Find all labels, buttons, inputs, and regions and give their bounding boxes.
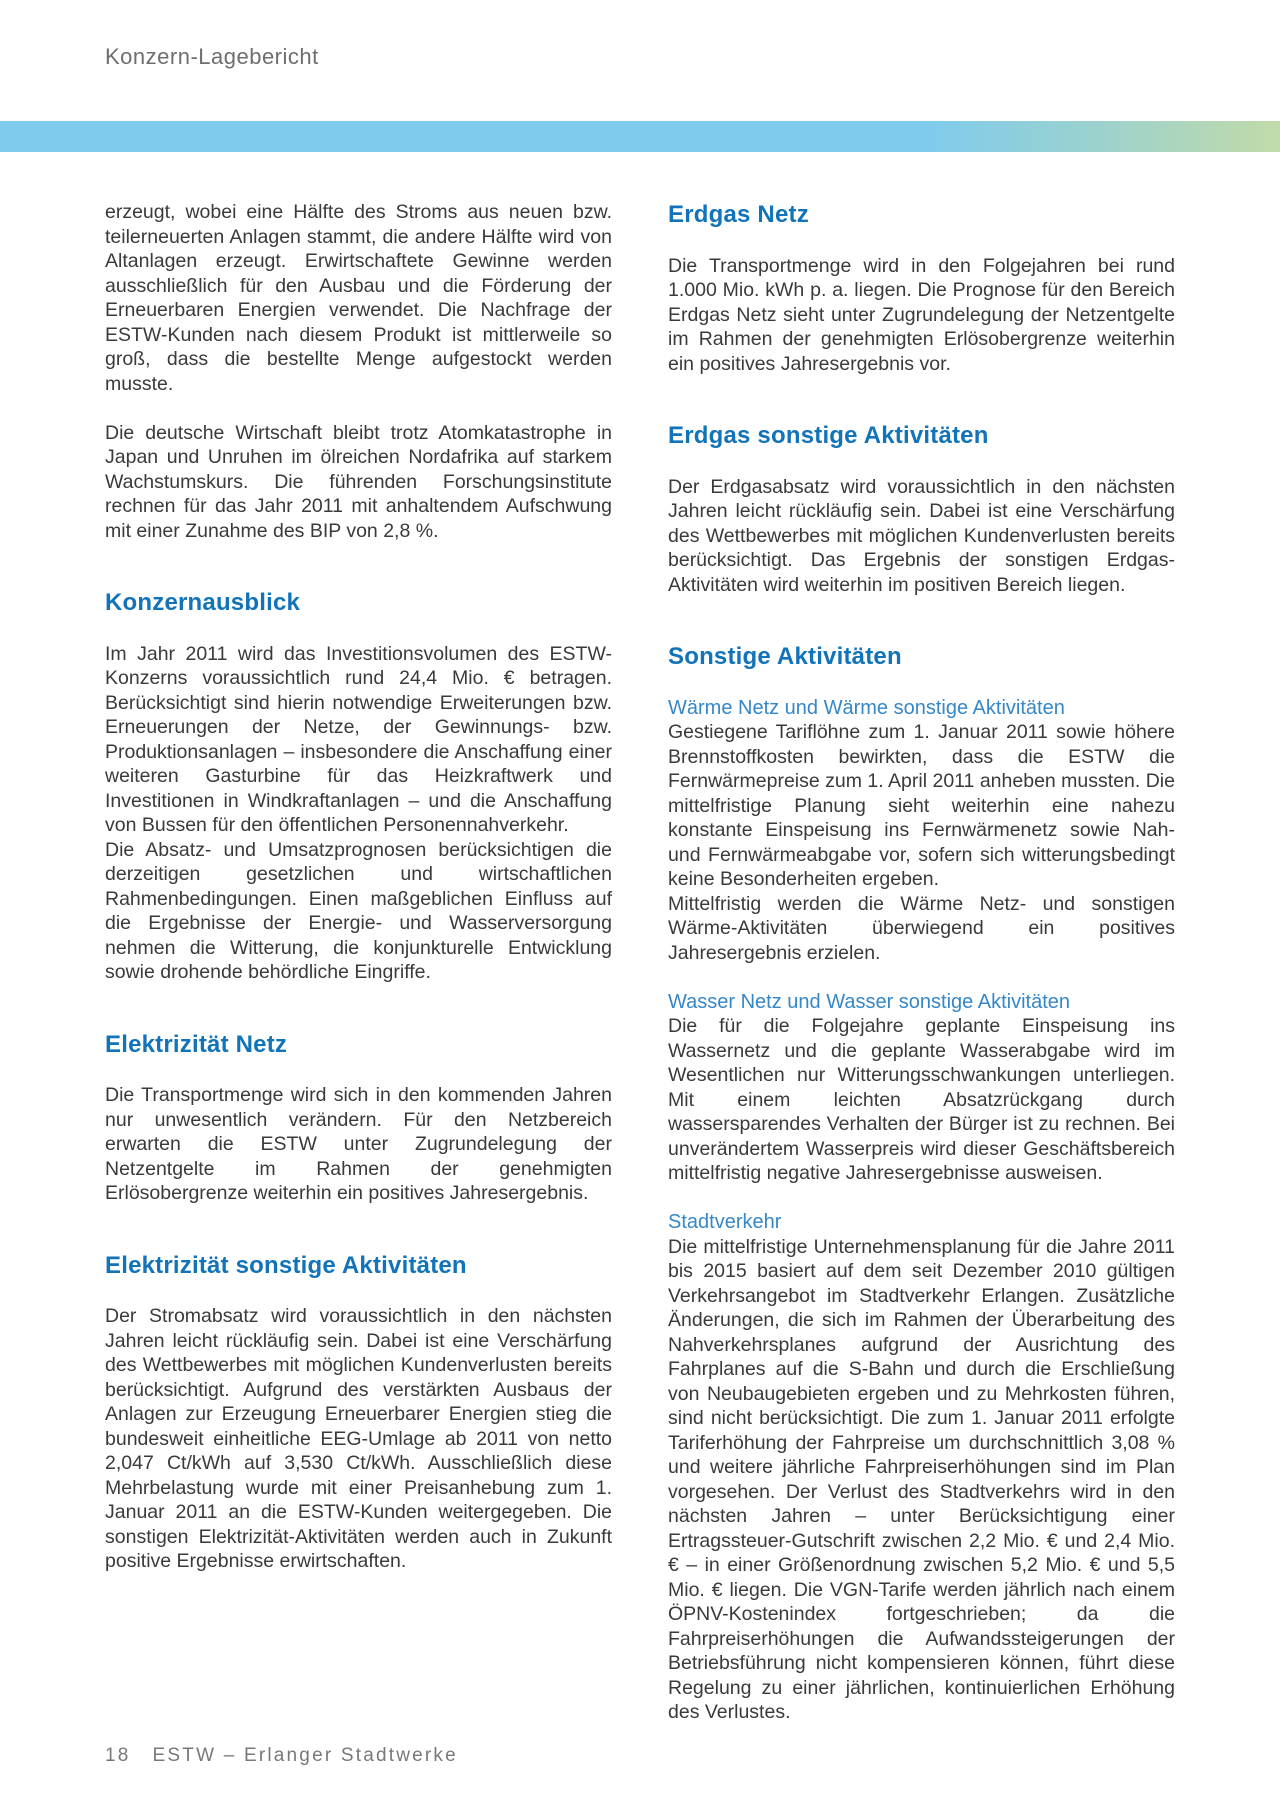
paragraph: erzeugt, wobei eine Hälfte des Stroms aus neuen bzw. teilerneuerten Anlagen stammt, die andere Hälfte wird von Altanlagen erzeugt. Erwirtschaftete Gewinne werden ausschließlich für den Ausbau und die Förderung der Erneuerbaren Energien verwendet. Die Nachfrage der ESTW-Kunden nach diesem Produkt ist mittlerweile so groß, dass die bestellte Menge aufgestockt werden musste.: [105, 201, 612, 395]
paragraph: Die deutsche Wirtschaft bleibt trotz Atomkatastrophe in Japan und Unruhen im ölreichen Nordafrika auf starkem Wachstumskurs. Die führenden Forschungsinstitute rechnen für das Jahr 2011 mit anhaltendem Aufschwung mit einer Zunahme des BIP von 2,8 %.: [105, 421, 612, 542]
section-heading: Erdgas Netz: [668, 201, 809, 228]
section-heading: Konzernausblick: [105, 589, 301, 616]
paragraph: Mittelfristig werden die Wärme Netz- und sonstigen Wärme-Aktivitäten überwiegend ein positives Jahresergebnis erzielen.: [668, 892, 1175, 964]
subsection-heading: Stadtverkehr: [668, 1211, 782, 1233]
paragraph: Der Erdgasabsatz wird voraussichtlich in den nächsten Jahren leicht rückläufig sein. Dabei ist eine Verschärfung des Wettbewerbes mit möglichen Kundenverlusten bereits berücksichtigt. Das Ergebnis der sonstigen Erdgas-Aktivitäten wird weiterhin im positiven Bereich liegen.: [668, 475, 1175, 596]
right-text-column: [668, 200, 1175, 1725]
subsection-heading: Wasser Netz und Wasser sonstige Aktivitäten: [668, 990, 1071, 1013]
section-heading: Erdgas sonstige Aktivitäten: [668, 422, 989, 449]
paragraph: Die Transportmenge wird in den Folgejahren bei rund 1.000 Mio. kWh p. a. liegen. Die Prognose für den Bereich Erdgas Netz sieht unter Zugrundelegung der Netzentgelte im Rahmen der genehmigten Erlösobergrenze weiterhin ein positives Jahresergebnis vor.: [668, 254, 1175, 375]
left-text-column: [105, 200, 612, 1574]
subsection-heading: Wärme Netz und Wärme sonstige Aktivitäten: [668, 696, 1065, 719]
section-heading: Elektrizität Netz: [105, 1030, 288, 1058]
page-footer: [105, 1745, 458, 1767]
paragraph: Der Stromabsatz wird voraussichtlich in den nächsten Jahren leicht rückläufig sein. Dabei ist eine Verschärfung des Wettbewerbes mit möglichen Kundenverlusten bereits berücksichtigt. Aufgrund des verstärkten Ausbaus der Anlagen zur Erzeugung Erneuerbarer Energien stieg die bundesweit einheitliche EEG-Umlage ab 2011 von netto 2,047 Ct/kWh auf 3,530 Ct/kWh. Ausschließlich diese Mehrbelastung wurde mit einer Preisanhebung zum 1. Januar 2011 an die ESTW-Kunden weitergegeben. Die sonstigen Elektrizität-Aktivitäten werden auch in Zukunft positive Ergebnisse erwirtschaften.: [105, 1305, 612, 1572]
paragraph: Die für die Folgejahre geplante Einspeisung ins Wassernetz und die geplante Wasserabgabe wird im Wesentlichen nur Witterungsschwankungen unterliegen. Mit einem leichten Absatzrückgang durch wassersparendes Verhalten der Bürger ist zu rechnen. Bei unverändertem Wasserpreis wird dieser Geschäftsbereich mittelfristig negative Jahresergebnisse ausweisen.: [668, 1015, 1175, 1184]
accent-gradient-bar: [0, 121, 1280, 152]
section-heading: Elektrizität sonstige Aktivitäten: [105, 1251, 467, 1279]
page-number: 18: [105, 1745, 131, 1766]
paragraph: Die Absatz- und Umsatzprognosen berücksichtigen die derzeitigen gesetzlichen und wirtschaftlichen Rahmenbedingungen. Einen maßgeblichen Einfluss auf die Ergebnisse der Energie- und Wasserversorgung nehmen die Witterung, die konjunkturelle Entwicklung sowie drohende behördliche Eingriffe.: [105, 838, 612, 983]
section-heading: Sonstige Aktivitäten: [668, 643, 902, 670]
paragraph: Gestiegene Tariflöhne zum 1. Januar 2011 sowie höhere Brennstoffkosten bewirkten, dass die ESTW die Fernwärmepreise zum 1. April 2011 anheben mussten. Die mittelfristige Planung sieht weiterhin eine nahezu konstante Einspeisung ins Fernwärmenetz sowie Nah- und Fernwärmeabgabe vor, sofern sich witterungsbedingt keine Besonderheiten ergeben.: [668, 721, 1175, 890]
paragraph: Im Jahr 2011 wird das Investitionsvolumen des ESTW-Konzerns voraussichtlich rund 24,4 Mio. € betragen. Berücksichtigt sind hierin notwendige Erweiterungen bzw. Erneuerungen der Netze, der Gewinnungs- bzw. Produktionsanlagen – insbesondere die Anschaffung einer weiteren Gasturbine für das Heizkraftwerk und Investitionen in Windkraftanlagen – und die Anschaffung von Bussen für den öffentlichen Personennahverkehr.: [105, 642, 612, 836]
footer-company-name: ESTW – Erlanger Stadtwerke: [152, 1745, 458, 1766]
running-header: Konzern-Lagebericht: [105, 44, 319, 69]
paragraph: Die Transportmenge wird sich in den kommenden Jahren nur unwesentlich verändern. Für den Netzbereich erwarten die ESTW unter Zugrundelegung der Netzentgelte im Rahmen der genehmigten Erlösobergrenze weiterhin ein positives Jahresergebnis.: [105, 1084, 612, 1204]
paragraph: Die mittelfristige Unternehmensplanung für die Jahre 2011 bis 2015 basiert auf dem seit Dezember 2010 gültigen Verkehrsangebot im Stadtverkehr Erlangen. Zusätzliche Änderungen, die sich im Rahmen der Überarbeitung des Nahverkehrsplanes aufgrund der Ausrichtung des Fahrplanes auf die S-Bahn und durch die Erschließung von Neubaugebieten ergeben und zu Mehrkosten führen, sind nicht berücksichtigt. Die zum 1. Januar 2011 erfolgte Tariferhöhung der Fahrpreise um durchschnittlich 3,08 % und weitere jährliche Fahrpreiserhöhungen sind im Plan vorgesehen. Der Verlust des Stadtverkehrs wird in den nächsten Jahren – unter Berücksichtigung einer Ertragssteuer-Gutschrift zwischen 2,2 Mio. € und 2,4 Mio. € – in einer Größenordnung zwischen 5,2 Mio. € und 5,5 Mio. € liegen. Die VGN-Tarife werden jährlich nach einem ÖPNV-Kostenindex fortgeschrieben; da die Fahrpreiserhöhungen die Aufwandssteigerungen der Betriebsführung nicht kompensieren können, führt diese Regelung zu einer jährlichen, kontinuierlichen Erhöhung des Verlustes.: [668, 1235, 1175, 1723]
